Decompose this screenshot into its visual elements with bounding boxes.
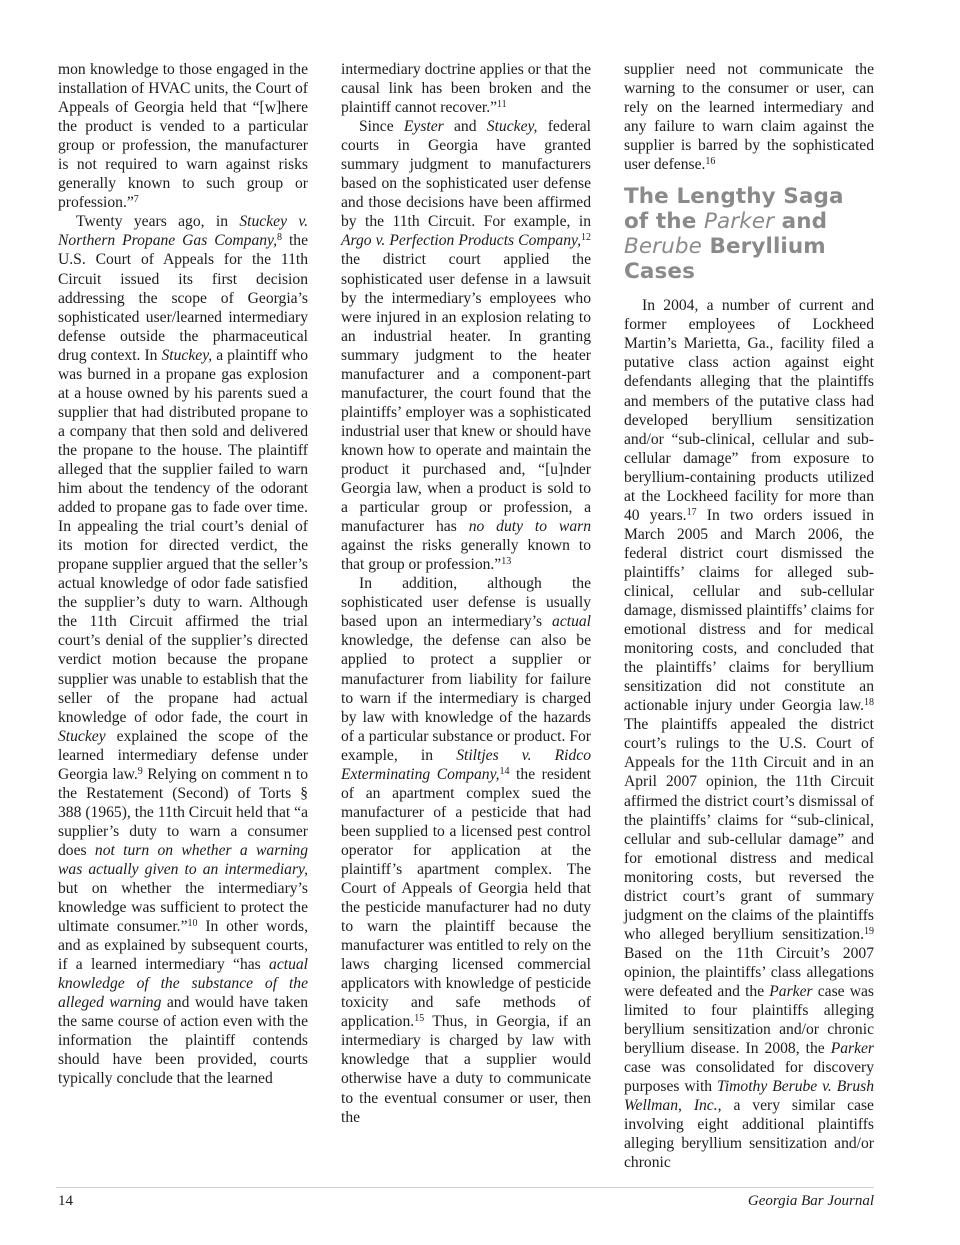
paragraph: Since Eyster and Stuckey, federal courts in Georgia have granted summary judgment to manufacturers based on the sophisticated user defense and those decisions have been affirmed by the 11th Circuit. For example, in Argo v. Perfection Products Company,$^{12}$ the district court applied the sophisticated user defense in a lawsuit by the intermediary’s employees who were injured in an explosion relating to an industrial heater. In granting summary judgment to the heater manufacturer and a component-part manufacturer, the court found that the plaintiffs’ employer was a sophisticated industrial user that knew or should have known how to operate and maintain the product it purchased and, “[u]nder Georgia law, when a product is sold to a particular group or profession, a manufacturer has no duty to warn against the risks generally known to that group or profession.”$^{13}$	[341, 118, 591, 574]
footnote-ref[interactable]: 19	[864, 925, 874, 937]
case-name: Stuckey v. Northern Propane Gas Company,	[58, 213, 308, 250]
footnote-ref[interactable]: 18	[864, 697, 874, 709]
footnote-ref[interactable]: 12	[581, 232, 591, 244]
paragraph: mon knowledge to those engaged in the installation of HVAC units, the Court of Appeals of Georgia held that “[w]here the product is vended to a particular group or profession, the manufacturer is not required to warn against risks generally known to such group or profession.”$^7$	[58, 61, 308, 212]
case-name: Parker	[769, 982, 813, 1000]
column-2	[341, 60, 591, 1127]
footnote-ref[interactable]: 10	[187, 918, 198, 930]
case-name: Stuckey,	[486, 118, 538, 136]
footnote-ref[interactable]: 16	[705, 156, 716, 168]
emphasis: not turn on whether a warning was actually given to an intermediary,	[58, 841, 309, 878]
emphasis: no duty to warn	[468, 518, 591, 536]
case-name: Argo v. Perfection Products Company,	[341, 232, 581, 250]
case-name: Stuckey	[58, 727, 106, 745]
case-name: Stiltjes v. Ridco Exterminating Company,	[341, 746, 591, 783]
paragraph: In addition, although the sophisticated user defense is usually based upon an intermediary’s actual knowledge, the defense can also be applied to protect a supplier or manufacturer from liability for failure to warn if the intermediary is charged by law with knowledge of the hazards of a particular substance or product. For example, in Stiltjes v. Ridco Exterminating Company,$^{14}$ the resident of an apartment complex sued the manufacturer of a pesticide that had been supplied to a licensed pest control operator for application at the plaintiff’s apartment complex. The Court of Appeals of Georgia held that the pesticide manufacturer had no duty to warn the plaintiff because the manufacturer was entitled to rely on the laws charging licensed commercial applicators with knowledge of pesticide toxicity and safe methods of application.$^{15}$ Thus, in Georgia, if an intermediary is charged by law with knowledge that a supplier would otherwise have a duty to communicate to the eventual consumer or user, then the	[341, 575, 591, 1126]
emphasis: actual knowledge of the substance of the alleged warning	[58, 956, 308, 1012]
case-name: Stuckey,	[161, 346, 213, 364]
footnote-ref[interactable]: 11	[497, 99, 507, 111]
footnote-ref[interactable]: 15	[414, 1013, 425, 1025]
footnote-ref[interactable]: 9	[137, 765, 143, 777]
footer-rule	[56, 1187, 874, 1188]
case-name: Eyster	[403, 118, 444, 136]
column-3	[624, 60, 874, 1172]
footnote-ref[interactable]: 14	[499, 765, 510, 777]
footnote-ref[interactable]: 7	[133, 194, 139, 206]
paragraph: supplier need not communicate the warning to the consumer or user, can rely on the learned intermediary and any failure to warn claim against the supplier is barred by the sophisticated user defense.$^{16}$	[624, 61, 874, 174]
journal-title: Georgia Bar Journal	[747, 1193, 874, 1209]
page-number: 14	[58, 1193, 73, 1209]
footnote-ref[interactable]: 13	[501, 556, 512, 568]
paragraph: Twenty years ago, in Stuckey v. Northern Propane Gas Company,$^8$ the U.S. Court of Appeals for the 11th Circuit issued its first decision addressing the scope of Georgia’s sophisticated user/learned intermediary defense outside the pharmaceutical drug context. In Stuckey, a plaintiff who was burned in a propane gas explosion at a house owned by his parents sued a supplier that had distributed propane to a company that then sold and delivered the propane to the house. The plaintiff alleged that the supplier failed to warn him about the tendency of the odorant added to propane gas to fade over time. In appealing the trial court’s denial of its motion for directed verdict, the propane supplier argued that the seller’s actual knowledge of odor fade satisfied the supplier’s duty to warn. Although the 11th Circuit affirmed the trial court’s denial of the supplier’s directed verdict motion because the propane supplier was unable to establish that the seller of the propane had actual knowledge of odor fade, the court in Stuckey explained the scope of the learned intermediary defense under Georgia law.$^9$ Relying on comment n to the Restatement (Second) of Torts § 388 (1965), the 11th Circuit held that “a supplier’s duty to warn a consumer does not turn on whether a warning was actually given to an intermediary, but on whether the intermediary’s knowledge was sufficient to protect the ultimate consumer.”$^{10}$ In other words, and as explained by subsequent courts, if a learned intermediary “has actual knowledge of the substance of the alleged warning and would have taken the same course of action even with the information the plaintiff contends should have been provided, courts typically conclude that the learned	[58, 213, 309, 1088]
column-1	[58, 60, 308, 1089]
case-name: Timothy Berube v. Brush Wellman, Inc.,	[624, 1078, 874, 1115]
footnote-ref[interactable]: 17	[686, 506, 697, 518]
section-heading: The Lengthy Saga of the Parker and Berube Beryllium Cases	[624, 184, 844, 285]
paragraph: In 2004, a number of current and former employees of Lockheed Martin’s Marietta, Ga., facility filed a putative class action against eight defendants alleging that the plaintiffs and members of the putative class had developed beryllium sensitization and/or “sub-clinical, cellular and sub-cellular damage” from exposure to beryllium-containing products utilized at the Lockheed facility for more than 40 years.$^{17}$ In two orders issued in March 2005 and March 2006, the federal district court dismissed the plaintiffs’ claims for alleged sub-clinical, cellular and sub-cellular damage, dismissed plaintiffs’ claims for emotional distress and for medical monitoring costs, and concluded that the plaintiffs’ claims for beryllium sensitization did not constitute an actionable injury under Georgia law.$^{18}$ The plaintiffs appealed the district court’s rulings to the U.S. Court of Appeals for the 11th Circuit and in an April 2007 opinion, the 11th Circuit affirmed the district court’s dismissal of the plaintiffs’ claims for “sub-clinical, cellular and sub-cellular damage” and for emotional distress and medical monitoring costs, but reversed the district court’s grant of summary judgment on the claims of the plaintiffs who alleged beryllium sensitization.$^{19}$ Based on the 11th Circuit’s 2007 opinion, the plaintiffs’ class allegations were defeated and the Parker case was limited to four plaintiffs alleging beryllium sensitization and/or chronic beryllium disease. In 2008, the Parker case was consolidated for discovery purposes with Timothy Berube v. Brush Wellman, Inc., a very similar case involving eight additional plaintiffs alleging beryllium sensitization and/or chronic	[624, 297, 874, 1172]
footnote-ref[interactable]: 8	[277, 232, 283, 244]
paragraph: intermediary doctrine applies or that the causal link has been broken and the plaintiff cannot recover.”$^{11}$	[341, 61, 591, 117]
emphasis: actual	[552, 613, 591, 631]
case-name: Parker	[830, 1040, 874, 1058]
